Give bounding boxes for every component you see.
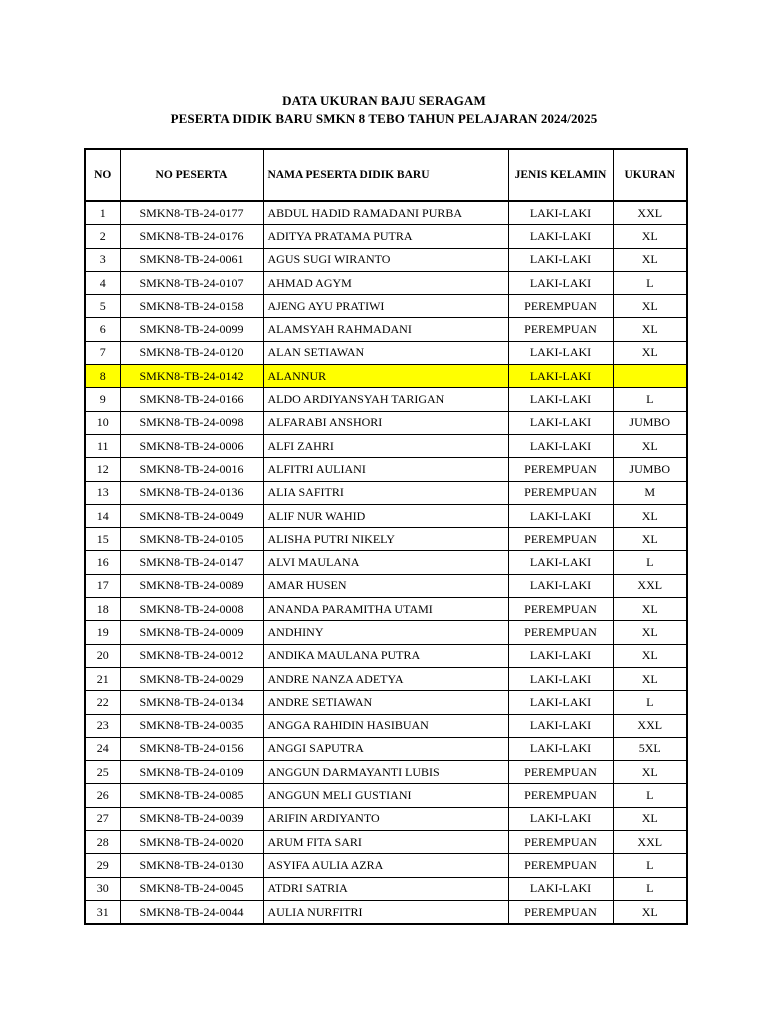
cell-jenis-kelamin: PEREMPUAN bbox=[508, 761, 613, 784]
cell-no: 28 bbox=[85, 831, 120, 854]
table-row bbox=[85, 248, 687, 271]
header-nama: NAMA PESERTA DIDIK BARU bbox=[263, 149, 508, 201]
cell-no-peserta: SMKN8-TB-24-0039 bbox=[120, 807, 263, 830]
cell-jenis-kelamin: PEREMPUAN bbox=[508, 481, 613, 504]
cell-nama: ANGGUN DARMAYANTI LUBIS bbox=[263, 761, 508, 784]
cell-ukuran: JUMBO bbox=[613, 411, 687, 434]
table-row bbox=[85, 388, 687, 411]
cell-nama: ALFI ZAHRI bbox=[263, 434, 508, 457]
header-ukuran: UKURAN bbox=[613, 149, 687, 201]
cell-no-peserta: SMKN8-TB-24-0176 bbox=[120, 225, 263, 248]
cell-nama: ABDUL HADID RAMADANI PURBA bbox=[263, 201, 508, 225]
table-row bbox=[85, 295, 687, 318]
cell-jenis-kelamin: LAKI-LAKI bbox=[508, 644, 613, 667]
cell-ukuran: XXL bbox=[613, 714, 687, 737]
table-row bbox=[85, 201, 687, 225]
cell-no-peserta: SMKN8-TB-24-0020 bbox=[120, 831, 263, 854]
cell-no-peserta: SMKN8-TB-24-0029 bbox=[120, 667, 263, 690]
cell-ukuran: XL bbox=[613, 504, 687, 527]
table-row bbox=[85, 831, 687, 854]
cell-ukuran: XXL bbox=[613, 831, 687, 854]
cell-no: 26 bbox=[85, 784, 120, 807]
cell-nama: ASYIFA AULIA AZRA bbox=[263, 854, 508, 877]
cell-no: 30 bbox=[85, 877, 120, 900]
header-no-peserta: NO PESERTA bbox=[120, 149, 263, 201]
cell-nama: ALIF NUR WAHID bbox=[263, 504, 508, 527]
table-row bbox=[85, 667, 687, 690]
table-row bbox=[85, 598, 687, 621]
cell-jenis-kelamin: LAKI-LAKI bbox=[508, 877, 613, 900]
cell-nama: ANGGA RAHIDIN HASIBUAN bbox=[263, 714, 508, 737]
cell-ukuran bbox=[613, 365, 687, 388]
cell-no: 29 bbox=[85, 854, 120, 877]
cell-no: 15 bbox=[85, 528, 120, 551]
cell-nama: AHMAD AGYM bbox=[263, 271, 508, 294]
cell-ukuran: XL bbox=[613, 900, 687, 924]
cell-no: 5 bbox=[85, 295, 120, 318]
cell-jenis-kelamin: LAKI-LAKI bbox=[508, 341, 613, 364]
cell-ukuran: L bbox=[613, 271, 687, 294]
cell-nama: AGUS SUGI WIRANTO bbox=[263, 248, 508, 271]
table-row bbox=[85, 854, 687, 877]
cell-no-peserta: SMKN8-TB-24-0009 bbox=[120, 621, 263, 644]
table-row bbox=[85, 877, 687, 900]
table-row bbox=[85, 341, 687, 364]
cell-no: 24 bbox=[85, 737, 120, 760]
cell-no: 23 bbox=[85, 714, 120, 737]
cell-jenis-kelamin: LAKI-LAKI bbox=[508, 667, 613, 690]
cell-no: 3 bbox=[85, 248, 120, 271]
cell-nama: ANDHINY bbox=[263, 621, 508, 644]
cell-ukuran: XL bbox=[613, 621, 687, 644]
cell-ukuran: XL bbox=[613, 598, 687, 621]
cell-jenis-kelamin: LAKI-LAKI bbox=[508, 201, 613, 225]
cell-no-peserta: SMKN8-TB-24-0107 bbox=[120, 271, 263, 294]
cell-jenis-kelamin: LAKI-LAKI bbox=[508, 807, 613, 830]
cell-jenis-kelamin: LAKI-LAKI bbox=[508, 504, 613, 527]
cell-no-peserta: SMKN8-TB-24-0158 bbox=[120, 295, 263, 318]
cell-jenis-kelamin: PEREMPUAN bbox=[508, 318, 613, 341]
cell-nama: ALISHA PUTRI NIKELY bbox=[263, 528, 508, 551]
cell-jenis-kelamin: LAKI-LAKI bbox=[508, 691, 613, 714]
cell-nama: ADITYA PRATAMA PUTRA bbox=[263, 225, 508, 248]
uniform-size-table bbox=[84, 148, 688, 925]
table-row bbox=[85, 761, 687, 784]
table-row bbox=[85, 900, 687, 924]
cell-jenis-kelamin: LAKI-LAKI bbox=[508, 248, 613, 271]
cell-no-peserta: SMKN8-TB-24-0105 bbox=[120, 528, 263, 551]
cell-jenis-kelamin: PEREMPUAN bbox=[508, 831, 613, 854]
cell-ukuran: XL bbox=[613, 295, 687, 318]
header-jenis-kelamin: JENIS KELAMIN bbox=[508, 149, 613, 201]
cell-no-peserta: SMKN8-TB-24-0136 bbox=[120, 481, 263, 504]
cell-nama: ALDO ARDIYANSYAH TARIGAN bbox=[263, 388, 508, 411]
cell-no-peserta: SMKN8-TB-24-0134 bbox=[120, 691, 263, 714]
table-row bbox=[85, 784, 687, 807]
cell-no-peserta: SMKN8-TB-24-0098 bbox=[120, 411, 263, 434]
cell-no: 27 bbox=[85, 807, 120, 830]
cell-no-peserta: SMKN8-TB-24-0012 bbox=[120, 644, 263, 667]
cell-jenis-kelamin: LAKI-LAKI bbox=[508, 388, 613, 411]
cell-jenis-kelamin: PEREMPUAN bbox=[508, 784, 613, 807]
cell-no-peserta: SMKN8-TB-24-0049 bbox=[120, 504, 263, 527]
cell-nama: ANDRE SETIAWAN bbox=[263, 691, 508, 714]
cell-nama: ANANDA PARAMITHA UTAMI bbox=[263, 598, 508, 621]
cell-no-peserta: SMKN8-TB-24-0045 bbox=[120, 877, 263, 900]
cell-no: 11 bbox=[85, 434, 120, 457]
cell-nama: ANGGUN MELI GUSTIANI bbox=[263, 784, 508, 807]
cell-no-peserta: SMKN8-TB-24-0109 bbox=[120, 761, 263, 784]
cell-no: 9 bbox=[85, 388, 120, 411]
table-row bbox=[85, 807, 687, 830]
table-row bbox=[85, 528, 687, 551]
cell-nama: ALVI MAULANA bbox=[263, 551, 508, 574]
cell-ukuran: XL bbox=[613, 225, 687, 248]
cell-no-peserta: SMKN8-TB-24-0044 bbox=[120, 900, 263, 924]
cell-nama: ALAN SETIAWAN bbox=[263, 341, 508, 364]
cell-nama: ALFITRI AULIANI bbox=[263, 458, 508, 481]
cell-ukuran: L bbox=[613, 784, 687, 807]
table-row bbox=[85, 458, 687, 481]
header-row bbox=[85, 149, 687, 201]
cell-no-peserta: SMKN8-TB-24-0016 bbox=[120, 458, 263, 481]
header-no: NO bbox=[85, 149, 120, 201]
cell-ukuran: 5XL bbox=[613, 737, 687, 760]
cell-jenis-kelamin: LAKI-LAKI bbox=[508, 365, 613, 388]
cell-ukuran: L bbox=[613, 877, 687, 900]
cell-no: 8 bbox=[85, 365, 120, 388]
cell-ukuran: XXL bbox=[613, 201, 687, 225]
cell-nama: ANDRE NANZA ADETYA bbox=[263, 667, 508, 690]
cell-nama: ARUM FITA SARI bbox=[263, 831, 508, 854]
document-subtitle: PESERTA DIDIK BARU SMKN 8 TEBO TAHUN PELAJARAN 2024/2025 bbox=[170, 111, 598, 126]
cell-no: 12 bbox=[85, 458, 120, 481]
cell-no-peserta: SMKN8-TB-24-0147 bbox=[120, 551, 263, 574]
cell-no: 13 bbox=[85, 481, 120, 504]
cell-no: 18 bbox=[85, 598, 120, 621]
cell-ukuran: XL bbox=[613, 644, 687, 667]
cell-no: 20 bbox=[85, 644, 120, 667]
cell-no-peserta: SMKN8-TB-24-0130 bbox=[120, 854, 263, 877]
cell-no: 16 bbox=[85, 551, 120, 574]
table-header bbox=[85, 149, 687, 201]
cell-nama: ANDIKA MAULANA PUTRA bbox=[263, 644, 508, 667]
cell-nama: ALAMSYAH RAHMADANI bbox=[263, 318, 508, 341]
cell-ukuran: XL bbox=[613, 248, 687, 271]
cell-jenis-kelamin: LAKI-LAKI bbox=[508, 434, 613, 457]
cell-nama: ALANNUR bbox=[263, 365, 508, 388]
cell-jenis-kelamin: PEREMPUAN bbox=[508, 528, 613, 551]
cell-no-peserta: SMKN8-TB-24-0120 bbox=[120, 341, 263, 364]
cell-nama: ALIA SAFITRI bbox=[263, 481, 508, 504]
cell-jenis-kelamin: PEREMPUAN bbox=[508, 621, 613, 644]
cell-no-peserta: SMKN8-TB-24-0006 bbox=[120, 434, 263, 457]
cell-no: 14 bbox=[85, 504, 120, 527]
table-row bbox=[85, 621, 687, 644]
cell-no: 22 bbox=[85, 691, 120, 714]
cell-no-peserta: SMKN8-TB-24-0085 bbox=[120, 784, 263, 807]
table-row bbox=[85, 737, 687, 760]
table-row bbox=[85, 551, 687, 574]
cell-nama: AMAR HUSEN bbox=[263, 574, 508, 597]
cell-ukuran: XL bbox=[613, 528, 687, 551]
cell-no: 1 bbox=[85, 201, 120, 225]
cell-ukuran: L bbox=[613, 388, 687, 411]
table-row bbox=[85, 714, 687, 737]
document-title: DATA UKURAN BAJU SERAGAM bbox=[282, 93, 486, 108]
cell-no: 2 bbox=[85, 225, 120, 248]
cell-no-peserta: SMKN8-TB-24-0008 bbox=[120, 598, 263, 621]
cell-ukuran: L bbox=[613, 691, 687, 714]
cell-jenis-kelamin: PEREMPUAN bbox=[508, 295, 613, 318]
cell-no-peserta: SMKN8-TB-24-0156 bbox=[120, 737, 263, 760]
cell-jenis-kelamin: LAKI-LAKI bbox=[508, 737, 613, 760]
cell-no-peserta: SMKN8-TB-24-0142 bbox=[120, 365, 263, 388]
cell-ukuran: XL bbox=[613, 807, 687, 830]
table-row bbox=[85, 365, 687, 388]
cell-nama: ANGGI SAPUTRA bbox=[263, 737, 508, 760]
cell-ukuran: L bbox=[613, 854, 687, 877]
cell-jenis-kelamin: LAKI-LAKI bbox=[508, 225, 613, 248]
cell-ukuran: XL bbox=[613, 667, 687, 690]
cell-ukuran: XL bbox=[613, 761, 687, 784]
cell-ukuran: XL bbox=[613, 434, 687, 457]
cell-no-peserta: SMKN8-TB-24-0099 bbox=[120, 318, 263, 341]
table-body bbox=[85, 201, 687, 924]
cell-no: 7 bbox=[85, 341, 120, 364]
cell-nama: ALFARABI ANSHORI bbox=[263, 411, 508, 434]
cell-no-peserta: SMKN8-TB-24-0061 bbox=[120, 248, 263, 271]
table-row bbox=[85, 644, 687, 667]
cell-jenis-kelamin: PEREMPUAN bbox=[508, 598, 613, 621]
cell-no: 10 bbox=[85, 411, 120, 434]
cell-ukuran: XXL bbox=[613, 574, 687, 597]
table-row bbox=[85, 504, 687, 527]
cell-no-peserta: SMKN8-TB-24-0089 bbox=[120, 574, 263, 597]
table-row bbox=[85, 318, 687, 341]
cell-ukuran: JUMBO bbox=[613, 458, 687, 481]
cell-no: 25 bbox=[85, 761, 120, 784]
cell-nama: ARIFIN ARDIYANTO bbox=[263, 807, 508, 830]
cell-no: 17 bbox=[85, 574, 120, 597]
cell-no: 6 bbox=[85, 318, 120, 341]
cell-no: 4 bbox=[85, 271, 120, 294]
table-row bbox=[85, 225, 687, 248]
cell-nama: AJENG AYU PRATIWI bbox=[263, 295, 508, 318]
cell-no: 19 bbox=[85, 621, 120, 644]
cell-ukuran: M bbox=[613, 481, 687, 504]
table-row bbox=[85, 481, 687, 504]
cell-no-peserta: SMKN8-TB-24-0166 bbox=[120, 388, 263, 411]
cell-ukuran: L bbox=[613, 551, 687, 574]
cell-no-peserta: SMKN8-TB-24-0177 bbox=[120, 201, 263, 225]
cell-ukuran: XL bbox=[613, 318, 687, 341]
cell-jenis-kelamin: LAKI-LAKI bbox=[508, 411, 613, 434]
cell-nama: ATDRI SATRIA bbox=[263, 877, 508, 900]
table-row bbox=[85, 271, 687, 294]
cell-jenis-kelamin: PEREMPUAN bbox=[508, 900, 613, 924]
cell-jenis-kelamin: PEREMPUAN bbox=[508, 458, 613, 481]
cell-jenis-kelamin: PEREMPUAN bbox=[508, 854, 613, 877]
cell-jenis-kelamin: LAKI-LAKI bbox=[508, 271, 613, 294]
cell-nama: AULIA NURFITRI bbox=[263, 900, 508, 924]
cell-no: 21 bbox=[85, 667, 120, 690]
table-row bbox=[85, 691, 687, 714]
cell-ukuran: XL bbox=[613, 341, 687, 364]
table-row bbox=[85, 411, 687, 434]
cell-jenis-kelamin: LAKI-LAKI bbox=[508, 574, 613, 597]
cell-no: 31 bbox=[85, 900, 120, 924]
table-row bbox=[85, 434, 687, 457]
table-row bbox=[85, 574, 687, 597]
cell-jenis-kelamin: LAKI-LAKI bbox=[508, 551, 613, 574]
cell-jenis-kelamin: LAKI-LAKI bbox=[508, 714, 613, 737]
cell-no-peserta: SMKN8-TB-24-0035 bbox=[120, 714, 263, 737]
